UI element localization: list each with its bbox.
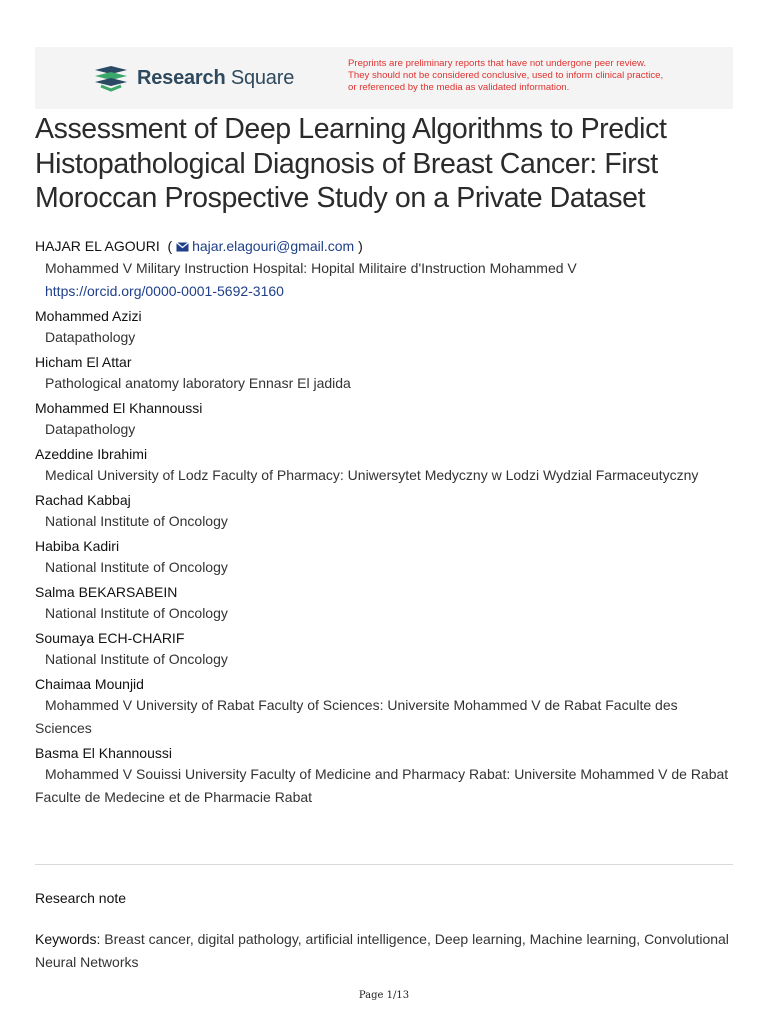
section-divider bbox=[35, 864, 733, 865]
author-affiliation: National Institute of Oncology bbox=[45, 559, 228, 575]
orcid-link[interactable]: https://orcid.org/0000-0001-5692-3160 bbox=[45, 283, 284, 299]
author-name: Hicham El Attar bbox=[35, 354, 132, 370]
author-name: Mohammed Azizi bbox=[35, 308, 142, 324]
envelope-icon bbox=[176, 237, 189, 257]
author-email-link[interactable]: hajar.elagouri@gmail.com bbox=[192, 238, 355, 254]
author-name: Salma BEKARSABEIN bbox=[35, 584, 178, 600]
paper-title: Assessment of Deep Learning Algorithms to Predict Histopathological Diagnosis of Breast Cancer: First Moroccan Prospective Study on a Private Dataset bbox=[35, 113, 667, 214]
logo-text: Research Square bbox=[137, 66, 295, 89]
research-square-logo[interactable] bbox=[93, 64, 294, 92]
author-name: Basma El Khannoussi bbox=[35, 745, 172, 761]
keywords-text: Breast cancer, digital pathology, artificial intelligence, Deep learning, Machine learning, Convolutional Neural Networks bbox=[35, 931, 729, 970]
author-affiliation: Mohammed V University of Rabat Faculty of Sciences: Universite Mohammed V de Rabat Faculte des Sciences bbox=[35, 697, 678, 736]
disclaimer-line: or referenced by the media as validated information. bbox=[348, 82, 570, 93]
author-name: Azeddine Ibrahimi bbox=[35, 446, 148, 462]
author-affiliation: National Institute of Oncology bbox=[45, 605, 228, 621]
keywords bbox=[35, 928, 735, 974]
author-affiliation: Medical University of Lodz Faculty of Pharmacy: Uniwersytet Medyczny w Lodzi Wydzial Farmaceutyczny bbox=[45, 467, 699, 483]
author-affiliation: Pathological anatomy laboratory Ennasr El jadida bbox=[45, 375, 351, 391]
page-number: Page 1/13 bbox=[358, 990, 410, 1001]
author-affiliation: Datapathology bbox=[45, 329, 136, 345]
author-affiliation: National Institute of Oncology bbox=[45, 513, 228, 529]
article-type: Research note bbox=[35, 890, 127, 906]
author-email-group: ( hajar.elagouri@gmail.com ) bbox=[168, 238, 363, 254]
disclaimer-line: They should not be considered conclusive, used to inform clinical practice, bbox=[348, 70, 664, 81]
author-name: Mohammed El Khannoussi bbox=[35, 400, 203, 416]
author-name: Chaimaa Mounjid bbox=[35, 676, 144, 692]
disclaimer-line: Preprints are preliminary reports that have not undergone peer review. bbox=[348, 58, 647, 69]
research-square-logo-icon bbox=[93, 64, 129, 92]
author-affiliation: Mohammed V Military Instruction Hospital: Hopital Militaire d'Instruction Mohammed V bbox=[45, 260, 577, 276]
author-list bbox=[35, 236, 735, 809]
author-name: HAJAR EL AGOURI ( hajar.elagouri@gmail.com ) bbox=[35, 236, 735, 257]
author-name: Soumaya ECH-CHARIF bbox=[35, 630, 185, 646]
author-affiliation: Datapathology bbox=[45, 421, 136, 437]
author-affiliation: National Institute of Oncology bbox=[45, 651, 228, 667]
preprint-disclaimer bbox=[348, 58, 728, 94]
author-name: Rachad Kabbaj bbox=[35, 492, 131, 508]
author-affiliation: Mohammed V Souissi University Faculty of Medicine and Pharmacy Rabat: Universite Mohammed V de Rabat Faculte de Medecine et de Pharmacie Rabat bbox=[35, 766, 729, 805]
preprint-banner bbox=[35, 47, 733, 109]
author-name: Habiba Kadiri bbox=[35, 538, 120, 554]
keywords-label: Keywords: bbox=[35, 931, 101, 947]
